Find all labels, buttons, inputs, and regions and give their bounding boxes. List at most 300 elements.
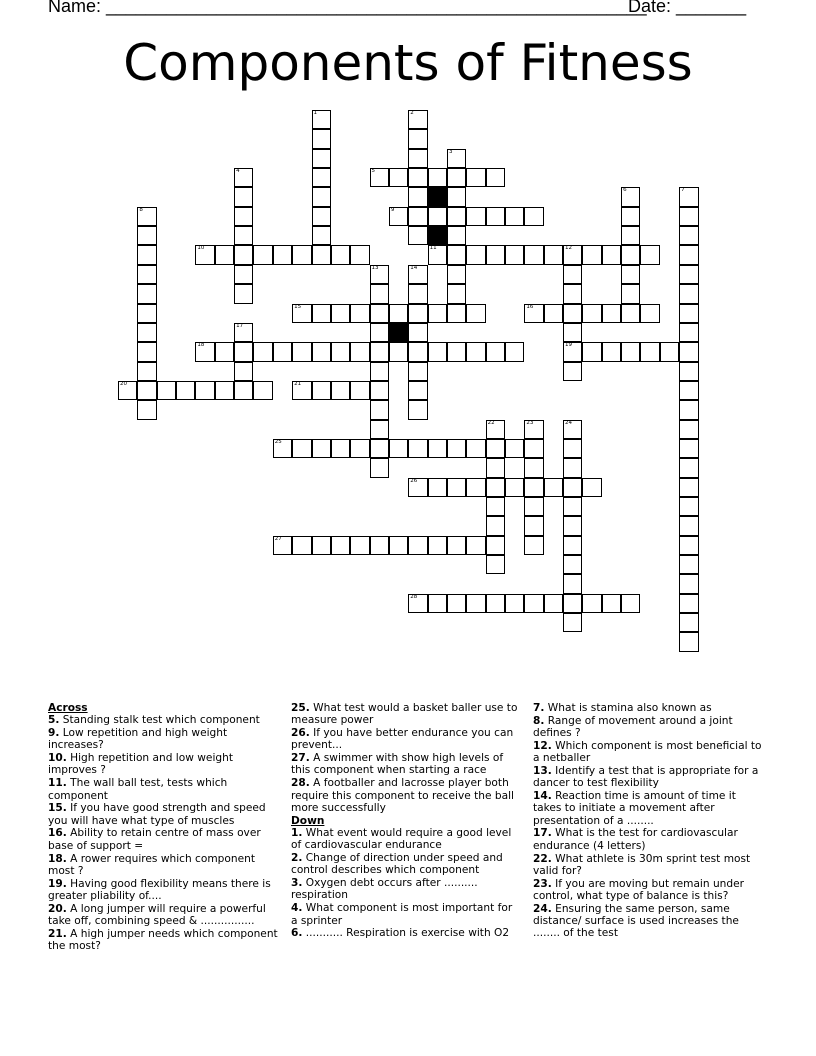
grid-cell[interactable] <box>389 168 408 187</box>
grid-cell[interactable] <box>486 207 505 226</box>
grid-cell[interactable] <box>137 245 156 264</box>
grid-cell[interactable] <box>582 478 601 497</box>
clue-number: 24 <box>565 419 573 426</box>
grid-cell[interactable] <box>428 207 447 226</box>
grid-cell[interactable] <box>447 284 466 303</box>
grid-cell[interactable] <box>312 342 331 361</box>
grid-cell[interactable] <box>350 536 369 555</box>
clue-number: 22 <box>487 419 495 426</box>
grid-cell[interactable] <box>137 265 156 284</box>
grid-cell[interactable] <box>602 594 621 613</box>
grid-cell[interactable] <box>370 458 389 477</box>
clue-item <box>291 927 521 939</box>
grid-cell[interactable] <box>312 304 331 323</box>
grid-cell[interactable] <box>679 284 698 303</box>
down-heading: Down <box>291 814 325 827</box>
grid-cell[interactable] <box>679 304 698 323</box>
grid-cell[interactable] <box>234 381 253 400</box>
grid-cell[interactable] <box>428 342 447 361</box>
grid-cell[interactable] <box>640 342 659 361</box>
grid-cell[interactable] <box>447 536 466 555</box>
grid-cell[interactable] <box>312 168 331 187</box>
grid-cell[interactable] <box>544 304 563 323</box>
grid-cell[interactable] <box>389 536 408 555</box>
clue-number-label: 27. <box>291 752 310 765</box>
grid-cell[interactable] <box>408 381 427 400</box>
grid-cell[interactable] <box>408 342 427 361</box>
grid-cell[interactable] <box>428 304 447 323</box>
grid-cell[interactable] <box>563 342 582 361</box>
grid-cell[interactable] <box>563 284 582 303</box>
grid-cell[interactable] <box>408 594 427 613</box>
clue-number-label: 11. <box>48 777 67 790</box>
grid-cell[interactable] <box>486 420 505 439</box>
clue-number-label: 16. <box>48 827 67 840</box>
grid-cell[interactable] <box>137 381 156 400</box>
grid-cell[interactable] <box>466 168 485 187</box>
grid-cell[interactable] <box>486 458 505 477</box>
grid-cell[interactable] <box>486 342 505 361</box>
grid-cell[interactable] <box>621 207 640 226</box>
grid-cell[interactable] <box>602 245 621 264</box>
grid-cell[interactable] <box>137 226 156 245</box>
grid-cell[interactable] <box>640 245 659 264</box>
grid-cell[interactable] <box>602 304 621 323</box>
grid-cell[interactable] <box>215 342 234 361</box>
grid-cell[interactable] <box>137 400 156 419</box>
grid-cell[interactable] <box>466 342 485 361</box>
grid-cell[interactable] <box>312 536 331 555</box>
grid-cell[interactable] <box>563 458 582 477</box>
grid-cell[interactable] <box>486 594 505 613</box>
grid-cell[interactable] <box>621 304 640 323</box>
grid-cell[interactable] <box>408 304 427 323</box>
grid-cell[interactable] <box>234 265 253 284</box>
grid-cell[interactable] <box>234 284 253 303</box>
grid-cell[interactable] <box>292 342 311 361</box>
grid-cell[interactable] <box>312 149 331 168</box>
grid-cell[interactable] <box>524 516 543 535</box>
grid-cell[interactable] <box>447 245 466 264</box>
grid-cell[interactable] <box>621 226 640 245</box>
grid-cell[interactable] <box>679 478 698 497</box>
grid-cell[interactable] <box>408 284 427 303</box>
grid-cell[interactable] <box>408 168 427 187</box>
grid-cell[interactable] <box>428 439 447 458</box>
clue-number-label: 4. <box>291 902 303 915</box>
grid-cell[interactable] <box>292 304 311 323</box>
clue-text: Which component is most beneficial to a netballer <box>533 739 762 765</box>
grid-cell[interactable] <box>505 245 524 264</box>
grid-cell[interactable] <box>137 304 156 323</box>
grid-cell[interactable] <box>563 497 582 516</box>
grid-cell[interactable] <box>524 439 543 458</box>
grid-cell[interactable] <box>582 245 601 264</box>
grid-cell[interactable] <box>486 439 505 458</box>
grid-cell[interactable] <box>447 594 466 613</box>
grid-cell[interactable] <box>370 265 389 284</box>
grid-cell[interactable] <box>118 381 137 400</box>
grid-cell[interactable] <box>234 342 253 361</box>
grid-cell[interactable] <box>524 478 543 497</box>
grid-cell[interactable] <box>660 342 679 361</box>
grid-cell[interactable] <box>370 342 389 361</box>
clue-number-label: 7. <box>533 702 545 714</box>
clue-text: If you are moving but remain under control, what type of balance is this? <box>533 877 744 902</box>
grid-cell[interactable] <box>350 342 369 361</box>
clue-number: 5 <box>371 168 376 175</box>
grid-cell[interactable] <box>370 536 389 555</box>
grid-cell[interactable] <box>679 381 698 400</box>
clue-item <box>533 827 763 852</box>
grid-cell[interactable] <box>137 284 156 303</box>
grid-cell[interactable] <box>253 342 272 361</box>
grid-cell[interactable] <box>331 304 350 323</box>
grid-cell[interactable] <box>137 362 156 381</box>
clue-number: 25 <box>274 438 282 445</box>
grid-cell[interactable] <box>408 439 427 458</box>
grid-cell[interactable] <box>524 458 543 477</box>
grid-cell[interactable] <box>505 594 524 613</box>
grid-cell[interactable] <box>408 207 427 226</box>
grid-cell[interactable] <box>505 439 524 458</box>
clue-number-label: 6. <box>291 927 303 940</box>
clue-text: If you have better endurance you can prevent... <box>291 727 514 752</box>
grid-cell[interactable] <box>582 342 601 361</box>
clue-item <box>291 827 521 852</box>
grid-cell[interactable] <box>486 478 505 497</box>
grid-cell[interactable] <box>679 555 698 574</box>
grid-cell[interactable] <box>582 304 601 323</box>
grid-cell[interactable] <box>524 245 543 264</box>
clue-item <box>291 752 521 777</box>
grid-cell[interactable] <box>331 439 350 458</box>
grid-cell[interactable] <box>408 149 427 168</box>
clue-text: What test would a basket baller use to measure power <box>291 702 518 727</box>
grid-cell[interactable] <box>234 245 253 264</box>
clue-item <box>533 790 763 827</box>
grid-cell[interactable] <box>253 381 272 400</box>
grid-cell[interactable] <box>486 168 505 187</box>
grid-cell[interactable] <box>679 420 698 439</box>
grid-cell[interactable] <box>486 555 505 574</box>
grid-cell[interactable] <box>215 381 234 400</box>
grid-cell[interactable] <box>292 439 311 458</box>
grid-cell[interactable] <box>466 304 485 323</box>
grid-cell[interactable] <box>640 304 659 323</box>
grid-cell[interactable] <box>563 323 582 342</box>
grid-cell[interactable] <box>447 207 466 226</box>
clues-column-3 <box>533 702 763 940</box>
grid-cell[interactable] <box>408 536 427 555</box>
grid-cell[interactable] <box>679 458 698 477</box>
grid-cell[interactable] <box>215 245 234 264</box>
grid-cell[interactable] <box>428 245 447 264</box>
grid-cell[interactable] <box>273 342 292 361</box>
clues-column-2 <box>291 702 521 940</box>
grid-cell[interactable] <box>447 187 466 206</box>
grid-cell[interactable] <box>505 478 524 497</box>
grid-cell[interactable] <box>447 439 466 458</box>
grid-cell[interactable] <box>408 362 427 381</box>
clue-number-label: 14. <box>533 790 552 803</box>
grid-cell[interactable] <box>524 207 543 226</box>
grid-cell[interactable] <box>408 129 427 148</box>
grid-cell[interactable] <box>679 342 698 361</box>
grid-cell[interactable] <box>408 323 427 342</box>
clue-item <box>291 777 521 814</box>
grid-cell[interactable] <box>408 226 427 245</box>
clues-column-1 <box>48 702 278 953</box>
grid-cell[interactable] <box>563 574 582 593</box>
grid-cell[interactable] <box>679 400 698 419</box>
grid-cell[interactable] <box>447 342 466 361</box>
grid-cell[interactable] <box>679 187 698 206</box>
grid-cell[interactable] <box>563 594 582 613</box>
grid-cell[interactable] <box>679 613 698 632</box>
clue-item <box>533 765 763 790</box>
grid-cell[interactable] <box>466 439 485 458</box>
grid-cell[interactable] <box>621 265 640 284</box>
grid-cell[interactable] <box>428 594 447 613</box>
clue-item <box>291 702 521 727</box>
grid-cell[interactable] <box>679 594 698 613</box>
grid-cell[interactable] <box>428 536 447 555</box>
grid-cell[interactable] <box>505 342 524 361</box>
clue-text: The wall ball test, tests which component <box>48 777 228 802</box>
grid-cell[interactable] <box>563 265 582 284</box>
clue-number: 7 <box>681 187 685 194</box>
clue-number-label: 19. <box>48 877 67 890</box>
grid-cell[interactable] <box>602 342 621 361</box>
clue-text: Low repetition and high weight increases? <box>48 727 228 752</box>
grid-cell[interactable] <box>312 129 331 148</box>
grid-cell[interactable] <box>195 381 214 400</box>
grid-cell[interactable] <box>524 536 543 555</box>
clue-number-label: 22. <box>533 852 552 865</box>
clue-item <box>533 715 763 740</box>
grid-cell[interactable] <box>408 187 427 206</box>
grid-cell[interactable] <box>428 168 447 187</box>
grid-cell[interactable] <box>447 149 466 168</box>
clue-number-label: 18. <box>48 852 67 865</box>
grid-cell[interactable] <box>389 207 408 226</box>
grid-cell[interactable] <box>312 207 331 226</box>
clue-text: Range of movement around a joint defines ? <box>533 714 733 740</box>
grid-cell[interactable] <box>544 478 563 497</box>
grid-cell[interactable] <box>234 226 253 245</box>
grid-cell[interactable] <box>312 187 331 206</box>
grid-cell[interactable] <box>370 381 389 400</box>
clue-number-label: 28. <box>291 777 310 790</box>
grid-cell[interactable] <box>679 226 698 245</box>
grid-cell[interactable] <box>312 381 331 400</box>
clue-number-label: 8. <box>533 714 545 727</box>
grid-cell[interactable] <box>563 304 582 323</box>
grid-cell[interactable] <box>370 304 389 323</box>
clue-number-label: 12. <box>533 739 552 752</box>
grid-cell[interactable] <box>370 420 389 439</box>
grid-cell[interactable] <box>447 265 466 284</box>
grid-cell[interactable] <box>679 265 698 284</box>
clue-text: Change of direction under speed and control describes which component <box>291 852 503 877</box>
clue-item <box>48 827 278 852</box>
clue-text: Ability to retain centre of mass over base of support = <box>48 827 261 852</box>
clue-number: 16 <box>526 303 534 310</box>
grid-cell[interactable] <box>273 536 292 555</box>
grid-cell[interactable] <box>370 168 389 187</box>
grid-cell[interactable] <box>195 245 214 264</box>
grid-cell[interactable] <box>679 323 698 342</box>
grid-cell[interactable] <box>679 439 698 458</box>
grid-cell[interactable] <box>253 245 272 264</box>
grid-cell[interactable] <box>389 342 408 361</box>
clue-item <box>48 802 278 827</box>
grid-cell[interactable] <box>679 497 698 516</box>
clue-number-label: 20. <box>48 902 67 915</box>
grid-cell[interactable] <box>370 439 389 458</box>
clue-item <box>291 877 521 902</box>
clue-number: 26 <box>410 477 418 484</box>
grid-cell[interactable] <box>331 536 350 555</box>
grid-cell[interactable] <box>137 323 156 342</box>
grid-cell[interactable] <box>621 245 640 264</box>
grid-cell[interactable] <box>466 594 485 613</box>
grid-cell[interactable] <box>292 245 311 264</box>
clue-number: 4 <box>236 168 240 175</box>
grid-cell[interactable] <box>544 594 563 613</box>
grid-cell[interactable] <box>389 439 408 458</box>
grid-cell[interactable] <box>350 304 369 323</box>
grid-cell[interactable] <box>466 207 485 226</box>
grid-cell[interactable] <box>563 420 582 439</box>
grid-cell[interactable] <box>563 536 582 555</box>
grid-cell[interactable] <box>370 323 389 342</box>
grid-cell[interactable] <box>312 245 331 264</box>
grid-cell[interactable] <box>466 245 485 264</box>
grid-cell[interactable] <box>563 362 582 381</box>
clue-text: What is the test for cardiovascular endurance (4 letters) <box>533 827 738 852</box>
grid-cell[interactable] <box>312 110 331 129</box>
grid-cell[interactable] <box>234 168 253 187</box>
clue-text: Oxygen debt occurs after .......... respiration <box>291 877 478 902</box>
grid-cell[interactable] <box>350 439 369 458</box>
grid-cell[interactable] <box>486 516 505 535</box>
grid-cell[interactable] <box>563 516 582 535</box>
grid-cell[interactable] <box>679 574 698 593</box>
grid-cell[interactable] <box>273 439 292 458</box>
grid-cell[interactable] <box>524 304 543 323</box>
grid-cell[interactable] <box>157 381 176 400</box>
grid-cell[interactable] <box>234 187 253 206</box>
grid-cell[interactable] <box>679 632 698 651</box>
grid-cell[interactable] <box>234 207 253 226</box>
grid-cell[interactable] <box>621 594 640 613</box>
grid-cell[interactable] <box>370 400 389 419</box>
grid-cell[interactable] <box>273 245 292 264</box>
clue-item <box>48 928 278 953</box>
grid-cell[interactable] <box>370 284 389 303</box>
grid-cell[interactable] <box>331 245 350 264</box>
grid-cell[interactable] <box>408 478 427 497</box>
grid-cell[interactable] <box>524 420 543 439</box>
clue-text: If you have good strength and speed you will have what type of muscles <box>48 802 266 827</box>
grid-cell[interactable] <box>466 478 485 497</box>
grid-cell[interactable] <box>370 362 389 381</box>
clue-text: Identify a test that is appropriate for a dancer to test flexibility <box>533 764 759 790</box>
grid-cell[interactable] <box>137 342 156 361</box>
grid-cell[interactable] <box>621 342 640 361</box>
grid-cell[interactable] <box>563 613 582 632</box>
grid-cell[interactable] <box>544 245 563 264</box>
grid-cell[interactable] <box>428 478 447 497</box>
grid-cell[interactable] <box>447 304 466 323</box>
grid-cell[interactable] <box>679 362 698 381</box>
grid-cell[interactable] <box>292 381 311 400</box>
grid-cell[interactable] <box>195 342 214 361</box>
grid-cell[interactable] <box>234 362 253 381</box>
grid-cell[interactable] <box>408 400 427 419</box>
clue-text: A rower requires which component most ? <box>48 852 255 877</box>
grid-cell[interactable] <box>679 207 698 226</box>
clue-text: Reaction time is amount of time it takes to initiate a movement after presentation of a ........ <box>533 790 736 827</box>
clue-number-label: 3. <box>291 877 303 890</box>
grid-cell[interactable] <box>486 497 505 516</box>
grid-cell[interactable] <box>466 536 485 555</box>
grid-cell[interactable] <box>350 245 369 264</box>
grid-cell[interactable] <box>137 207 156 226</box>
grid-cell[interactable] <box>234 323 253 342</box>
grid-cell[interactable] <box>312 439 331 458</box>
grid-cell[interactable] <box>486 536 505 555</box>
grid-cell[interactable] <box>331 381 350 400</box>
grid-cell[interactable] <box>679 516 698 535</box>
grid-cell[interactable] <box>350 381 369 400</box>
clue-number-label: 26. <box>291 727 310 740</box>
grid-cell[interactable] <box>176 381 195 400</box>
grid-cell[interactable] <box>524 594 543 613</box>
grid-cell[interactable] <box>447 168 466 187</box>
clue-number: 13 <box>371 264 379 271</box>
grid-cell[interactable] <box>408 265 427 284</box>
grid-cell[interactable] <box>563 555 582 574</box>
clue-number-label: 25. <box>291 702 310 714</box>
grid-cell[interactable] <box>563 439 582 458</box>
grid-cell[interactable] <box>524 497 543 516</box>
grid-cell[interactable] <box>582 594 601 613</box>
grid-cell[interactable] <box>679 536 698 555</box>
grid-cell[interactable] <box>447 226 466 245</box>
grid-cell[interactable] <box>408 110 427 129</box>
clue-number-label: 9. <box>48 727 60 740</box>
clue-item <box>291 852 521 877</box>
grid-cell[interactable] <box>621 284 640 303</box>
grid-cell[interactable] <box>292 536 311 555</box>
clue-item <box>533 702 763 714</box>
grid-cell[interactable] <box>312 226 331 245</box>
grid-cell[interactable] <box>621 187 640 206</box>
grid-cell[interactable] <box>563 478 582 497</box>
clue-number: 3 <box>448 148 453 155</box>
grid-cell[interactable] <box>331 342 350 361</box>
grid-cell[interactable] <box>447 478 466 497</box>
grid-cell[interactable] <box>679 245 698 264</box>
grid-cell[interactable] <box>486 245 505 264</box>
grid-cell[interactable] <box>563 245 582 264</box>
clue-item <box>48 714 278 726</box>
grid-cell[interactable] <box>389 304 408 323</box>
grid-cell[interactable] <box>505 207 524 226</box>
